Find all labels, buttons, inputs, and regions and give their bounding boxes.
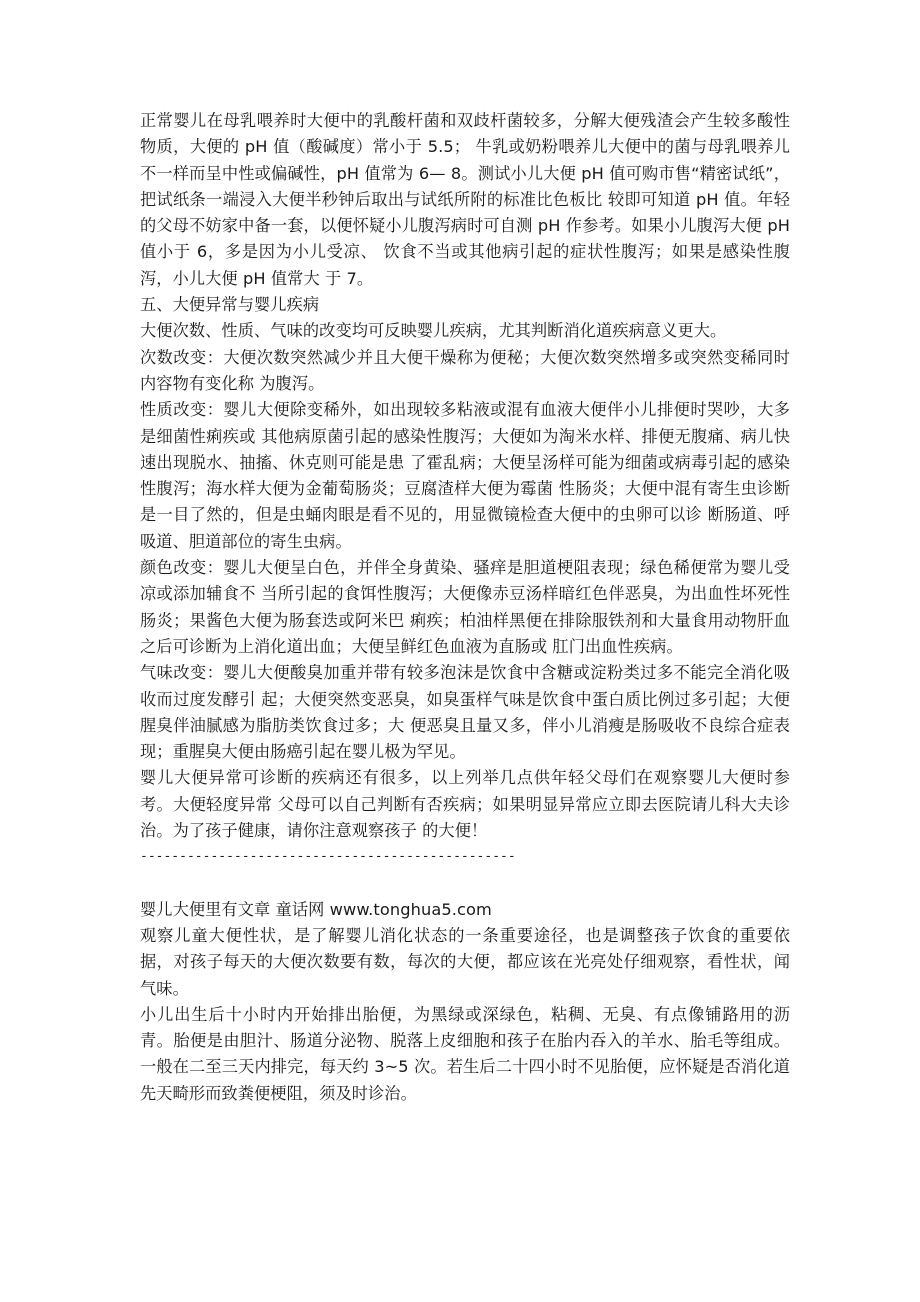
observation-paragraph: 观察儿童大便性状，是了解婴儿消化状态的一条重要途径，也是调整孩子饮食的重要依据，对孩子每天的大便次数要有数，每次的大便，都应该在光亮处仔细观察，看性状，闻气味。 xyxy=(140,925,790,998)
odor-paragraph: 气味改变：婴儿大便酸臭加重并带有较多泡沫是饮食中含糖或淀粉类过多不能完全消化吸收而过度发酵引 起；大便突然变恶臭，如臭蛋样气味是饮食中蛋白质比例过多引起；大便腥臭伴油腻感为脂肪类饮食过多；大 便恶臭且量又多，伴小儿消瘦是肠吸收不良综合症表现；重腥臭大便由肠癌引起在婴儿极为罕见。 xyxy=(140,663,790,762)
color-paragraph: 颜色改变：婴儿大便呈白色，并伴全身黄染、骚痒是胆道梗阻表现；绿色稀便常为婴儿受凉或添加辅食不 当所引起的食饵性腹泻；大便像赤豆汤样暗红色伴恶臭，为出血性坏死性肠炎；果酱色大便为肠套迭或阿米巴 痢疾；柏油样黑便在排除服铁剂和大量食用动物肝血之后可诊断为上消化道出血；大便呈鲜红色血液为直肠或 肛门出血性疾病。 xyxy=(140,558,790,656)
section-heading: 五、大便异常与婴儿疾病 xyxy=(140,295,320,315)
divider-line: ------------------------------------------------ xyxy=(140,849,516,865)
article-title: 婴儿大便里有文章 童话网 www.tonghua5.com xyxy=(140,899,492,919)
blank-line xyxy=(140,871,790,897)
document-page xyxy=(140,108,790,1107)
overview-paragraph: 大便次数、性质、气味的改变均可反映婴儿疾病，尤其判断消化道疾病意义更大。 xyxy=(140,321,727,341)
texture-paragraph: 性质改变：婴儿大便除变稀外，如出现较多粘液或混有血液大便伴小儿排便时哭吵，大多是细菌性痢疾或 其他病原菌引起的感染性腹泻；大便如为淘米水样、排便无腹痛、病儿快速出现脱水、抽搐、休克则可能是患 了霍乱病；大便呈汤样可能为细菌或病毒引起的感染性腹泻；海水样大便为金葡萄肠炎；豆腐渣样大便为霉菌 性肠炎；大便中混有寄生虫诊断是一目了然的，但是虫蛹肉眼是看不见的，用显微镜检查大便中的虫卵可以诊 断肠道、呼吸道、胆道部位的寄生虫病。 xyxy=(140,400,790,551)
intro-paragraph: 正常婴儿在母乳喂养时大便中的乳酸杆菌和双歧杆菌较多，分解大便残渣会产生较多酸性物质，大便的 pH 值（酸碱度）常小于 5.5； 牛乳或奶粉喂养儿大便中的菌与母乳喂养儿不一样而呈中性或偏碱性，pH 值常为 6— 8。测试小儿大便 pH 值可购市售“精密试纸”，把试纸条一端浸入大便半秒钟后取出与试纸所附的标准比色板比 较即可知道 pH 值。年轻的父母不妨家中备一套，以便怀疑小儿腹泻病时可自测 pH 作参考。如果小儿腹泻大便 pH 值小于 6，多是因为小儿受凉、 饮食不当或其他病引起的症状性腹泻；如果是感染性腹泻，小儿大便 pH 值常大 于 7。 xyxy=(140,111,790,288)
meconium-paragraph: 小儿出生后十小时内开始排出胎便，为黑绿或深绿色，粘稠、无臭、有点像铺路用的沥青。胎便是由胆汁、肠道分泌物、脱落上皮细胞和孩子在胎内吞入的羊水、胎毛等组成。一般在二至三天内排完，每天约 3~5 次。若生后二十四小时不见胎便，应怀疑是否消化道先天畸形而致粪便梗阻，须及时诊治。 xyxy=(140,1004,790,1103)
frequency-paragraph: 次数改变：大便次数突然减少并且大便干燥称为便秘；大便次数突然增多或突然变稀同时内容物有变化称 为腹泻。 xyxy=(140,347,790,393)
conclusion-paragraph: 婴儿大便异常可诊断的疾病还有很多，以上列举几点供年轻父母们在观察婴儿大便时参考。大便轻度异常 父母可以自己判断有否疾病；如果明显异常应立即去医院请儿科大夫诊治。为了孩子健康，请你注意观察孩子 的大便！ xyxy=(140,768,790,841)
